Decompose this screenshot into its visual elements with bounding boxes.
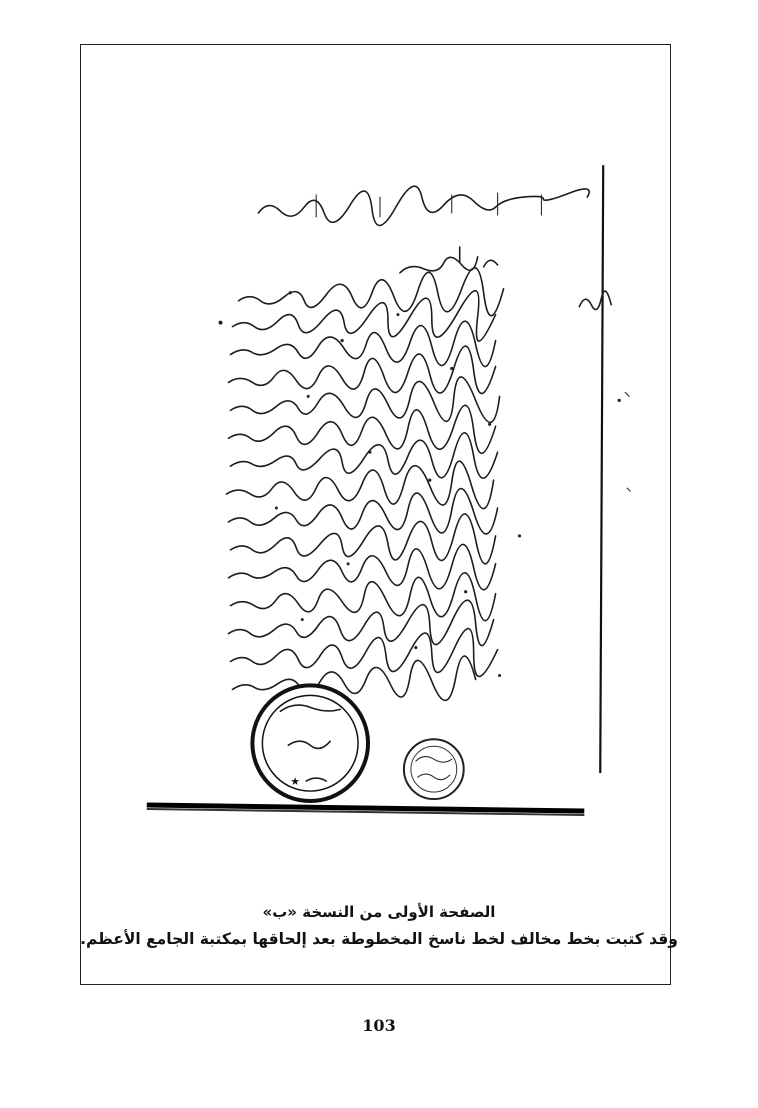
caption (0, 900, 758, 954)
manuscript-text-lines (227, 268, 504, 701)
manuscript-image (81, 45, 670, 984)
manuscript-basmala-line (258, 186, 589, 225)
manuscript-right-marks (625, 392, 630, 491)
page-frame (80, 44, 671, 985)
manuscript-margin-note (579, 291, 611, 309)
page-number: 103 (362, 1016, 396, 1035)
caption-title: الصفحة الأولى من النسخة «ب» (262, 903, 496, 921)
small-round-seal (404, 739, 464, 799)
manuscript-right-edge (600, 165, 603, 773)
large-round-seal (252, 685, 368, 801)
manuscript-heading (400, 247, 498, 273)
caption-note: وقد كتبت بخط مخالف لخط ناسخ المخطوطة بعد إلحاقها بمكتبة الجامع الأعظم. (80, 930, 678, 948)
svg-text:★: ★ (290, 775, 301, 789)
manuscript-dots (219, 291, 621, 677)
